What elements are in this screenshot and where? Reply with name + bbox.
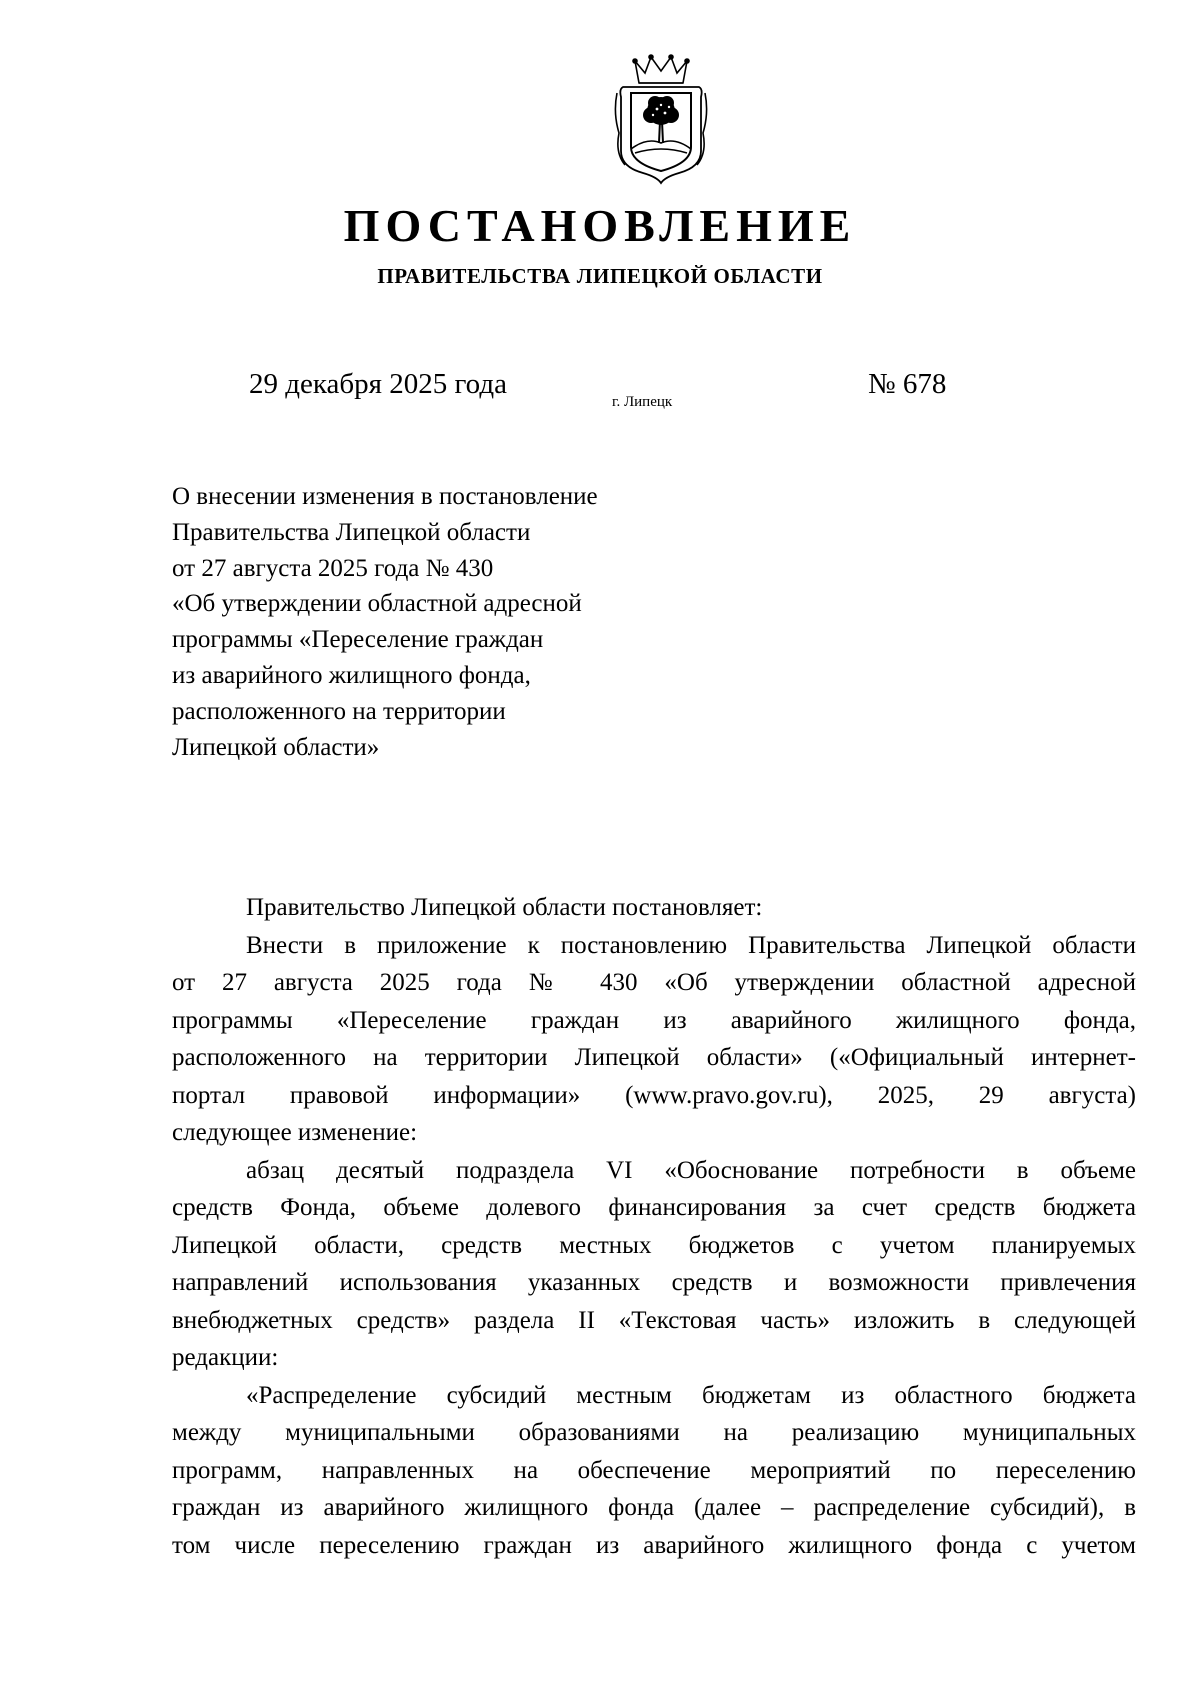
subject-line: О внесении изменения в постановление xyxy=(172,483,598,510)
body-line: граждан из аварийного жилищного фонда (далее – распределение субсидий), в xyxy=(172,1494,1136,1521)
document-body xyxy=(172,889,1136,1564)
body-line: между муниципальными образованиями на реализацию муниципальных xyxy=(172,1419,1136,1446)
body-line: том числе переселению граждан из аварийного жилищного фонда с учетом xyxy=(172,1531,1136,1559)
body-line: от 27 августа 2025 года № 430 «Об утверждении областной адресной xyxy=(172,969,1136,996)
subject-line: «Об утверждении областной адресной xyxy=(172,590,582,618)
body-line: программы «Переселение граждан из аварийного жилищного фонда, xyxy=(172,1006,1136,1034)
subject-line: Правительства Липецкой области xyxy=(172,518,531,546)
subject-line: Липецкой области» xyxy=(172,733,380,761)
document-city: г. Липецк xyxy=(612,394,673,410)
document-subject xyxy=(172,479,732,765)
body-line: портал правовой информации» (www.pravo.gov.ru), 2025, 29 августа) xyxy=(172,1081,1136,1109)
document-issuer: ПРАВИТЕЛЬСТВА ЛИПЕЦКОЙ ОБЛАСТИ xyxy=(377,264,823,288)
subject-line: расположенного на территории xyxy=(172,697,506,725)
body-line: средств Фонда, объеме долевого финансирования за счет средств бюджета xyxy=(172,1194,1136,1221)
body-line: внебюджетных средств» раздела II «Текстовая часть» изложить в следующей xyxy=(172,1306,1136,1334)
subject-line: от 27 августа 2025 года № 430 xyxy=(172,554,494,582)
body-line: Правительство Липецкой области постановляет: xyxy=(246,894,763,921)
body-line: Липецкой области, средств местных бюджетов с учетом планируемых xyxy=(172,1231,1136,1259)
body-line: следующее изменение: xyxy=(172,1119,418,1146)
body-line: абзац десятый подраздела VI «Обоснование потребности в объеме xyxy=(246,1156,1136,1184)
subject-line: из аварийного жилищного фонда, xyxy=(172,661,531,689)
body-line: расположенного на территории Липецкой области» («Официальный интернет- xyxy=(172,1044,1136,1071)
document-number: № 678 xyxy=(868,368,947,400)
document-title: ПОСТАНОВЛЕНИЕ xyxy=(343,200,857,251)
body-line: программ, направленных на обеспечение мероприятий по переселению xyxy=(172,1456,1136,1484)
body-line: Внести в приложение к постановлению Правительства Липецкой области xyxy=(246,931,1136,959)
coat-of-arms-emblem xyxy=(613,53,709,185)
document-date: 29 декабря 2025 года xyxy=(249,368,507,400)
body-line: направлений использования указанных средств и возможности привлечения xyxy=(172,1269,1136,1296)
subject-line: программы «Переселение граждан xyxy=(172,626,544,654)
body-line: редакции: xyxy=(172,1344,279,1371)
body-line: «Распределение субсидий местным бюджетам из областного бюджета xyxy=(246,1381,1136,1409)
